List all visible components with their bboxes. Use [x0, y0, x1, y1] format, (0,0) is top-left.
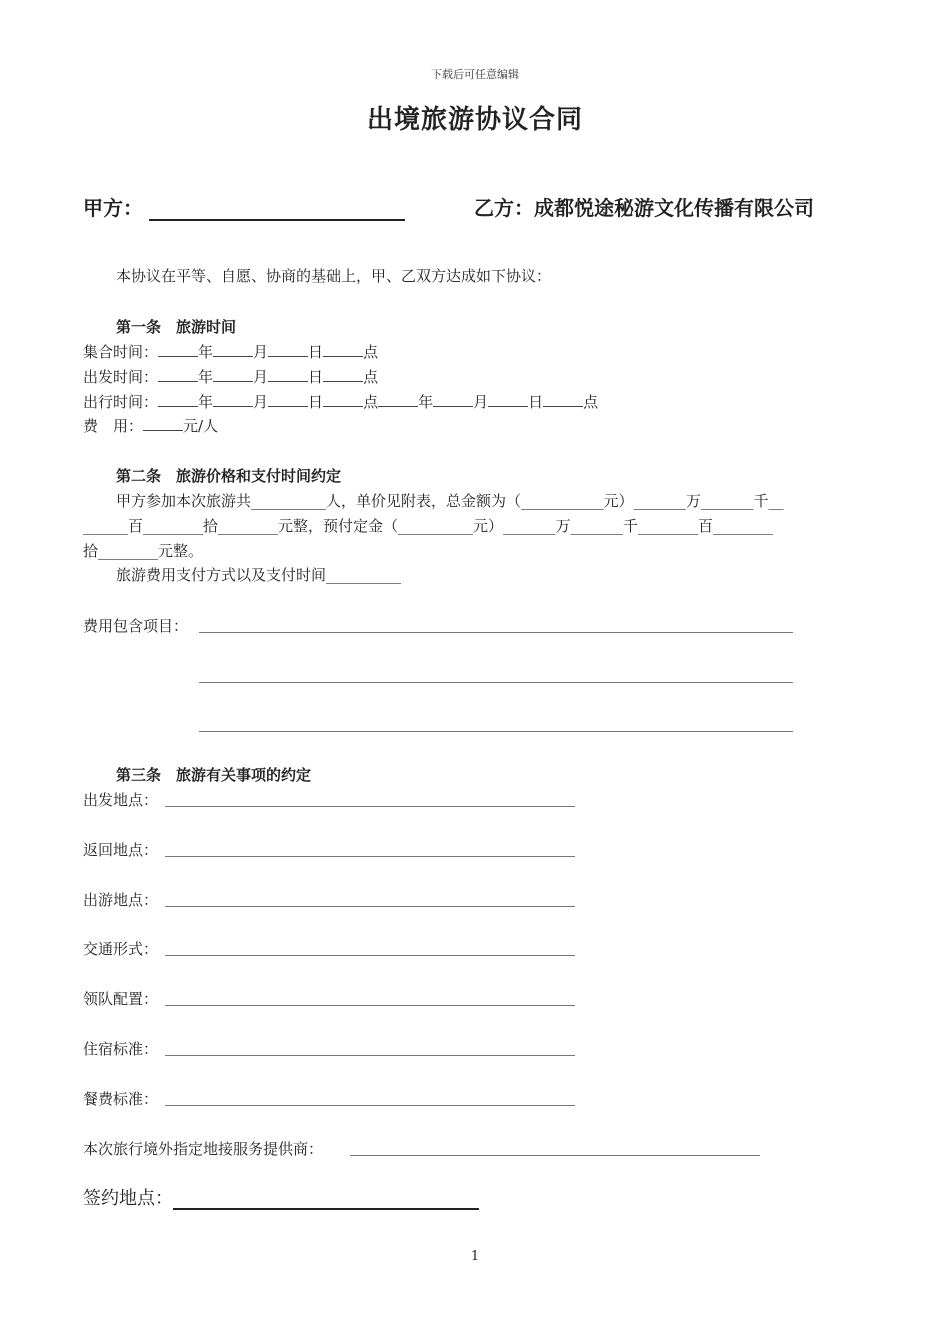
blank[interactable]: [213, 391, 253, 407]
tour-leader-line[interactable]: [165, 1005, 575, 1006]
fee-label: 费 用：: [83, 417, 144, 435]
departure-place-line[interactable]: [165, 806, 575, 807]
meal-standard-line[interactable]: [165, 1105, 575, 1106]
blank[interactable]: [323, 366, 363, 382]
blank[interactable]: [323, 341, 363, 357]
depart-time-label: 出发时间：: [83, 368, 159, 386]
blank[interactable]: [213, 366, 253, 382]
gather-time-label: 集合时间：: [83, 343, 159, 361]
blank[interactable]: [323, 391, 363, 407]
hour-label: 点: [363, 368, 379, 386]
travel-time-label: 出行时间：: [83, 393, 159, 411]
fee-unit: 元/人: [183, 417, 219, 435]
blank[interactable]: [433, 391, 473, 407]
article1-heading: 第一条 旅游时间: [116, 318, 237, 336]
year-label: 年: [418, 393, 434, 411]
party-a-label: 甲方：: [83, 196, 143, 220]
party-a-blank[interactable]: [149, 199, 405, 221]
day-label: 日: [528, 393, 544, 411]
month-label: 月: [253, 393, 269, 411]
sign-place-label: 签约地点：: [83, 1188, 173, 1209]
departure-place-label: 出发地点：: [83, 791, 159, 809]
depart-time-row: [83, 366, 378, 387]
article2-heading: 第二条 旅游价格和支付时间约定: [116, 467, 342, 485]
transport-label: 交通形式：: [83, 940, 159, 958]
blank[interactable]: [158, 391, 198, 407]
day-label: 日: [308, 368, 324, 386]
month-label: 月: [473, 393, 489, 411]
price-line-2: ______百________拾________元整，预付定金（__________元）_______万_______千________百________: [83, 517, 774, 535]
sign-place: [83, 1184, 479, 1210]
intro-text: 本协议在平等、自愿、协商的基础上，甲、乙双方达成如下协议：: [116, 267, 552, 285]
price-line-3: 拾________元整。: [83, 542, 204, 560]
blank[interactable]: [158, 366, 198, 382]
party-b: 乙方：成都悦途秘游文化传播有限公司: [474, 196, 814, 220]
payment-line: 旅游费用支付方式以及支付时间__________: [116, 566, 402, 584]
hour-label: 点: [363, 343, 379, 361]
day-label: 日: [308, 343, 324, 361]
month-label: 月: [253, 343, 269, 361]
return-place-line[interactable]: [165, 856, 575, 857]
month-label: 月: [253, 368, 269, 386]
return-place-label: 返回地点：: [83, 841, 159, 859]
hour-label: 点: [363, 393, 379, 411]
fee-row: [83, 415, 218, 436]
year-label: 年: [198, 368, 214, 386]
blank[interactable]: [378, 391, 418, 407]
blank[interactable]: [268, 341, 308, 357]
hour-label: 点: [583, 393, 599, 411]
page-number: 1: [470, 1249, 480, 1264]
fee-items-line-3[interactable]: [199, 731, 793, 732]
destination-line[interactable]: [165, 906, 575, 907]
year-label: 年: [198, 343, 214, 361]
document-title: 出境旅游协议合同: [366, 105, 583, 135]
fee-items-line-2[interactable]: [199, 682, 793, 683]
tour-leader-label: 领队配置：: [83, 990, 159, 1008]
sign-place-blank[interactable]: [173, 1190, 479, 1210]
blank[interactable]: [543, 391, 583, 407]
destination-label: 出游地点：: [83, 891, 159, 909]
blank[interactable]: [268, 391, 308, 407]
local-provider-line[interactable]: [350, 1155, 760, 1156]
meal-standard-label: 餐费标准：: [83, 1090, 159, 1108]
header-note: 下载后可任意编辑: [431, 68, 519, 81]
fee-items-line-1[interactable]: [199, 632, 793, 633]
fee-items-label: 费用包含项目：: [83, 617, 189, 635]
year-label: 年: [198, 393, 214, 411]
travel-time-row: [83, 391, 598, 412]
transport-line[interactable]: [165, 955, 575, 956]
accommodation-line[interactable]: [165, 1055, 575, 1056]
gather-time-row: [83, 341, 378, 362]
blank[interactable]: [488, 391, 528, 407]
blank[interactable]: [158, 341, 198, 357]
blank[interactable]: [213, 341, 253, 357]
article3-heading: 第三条 旅游有关事项的约定: [116, 766, 312, 784]
day-label: 日: [308, 393, 324, 411]
blank[interactable]: [268, 366, 308, 382]
blank[interactable]: [143, 415, 183, 431]
local-provider-label: 本次旅行境外指定地接服务提供商：: [83, 1140, 324, 1158]
party-a: [83, 192, 405, 221]
price-line-1: 甲方参加本次旅游共__________人，单价见附表，总金额为（___________元）_______万_______千__: [116, 492, 784, 510]
accommodation-label: 住宿标准：: [83, 1040, 159, 1058]
